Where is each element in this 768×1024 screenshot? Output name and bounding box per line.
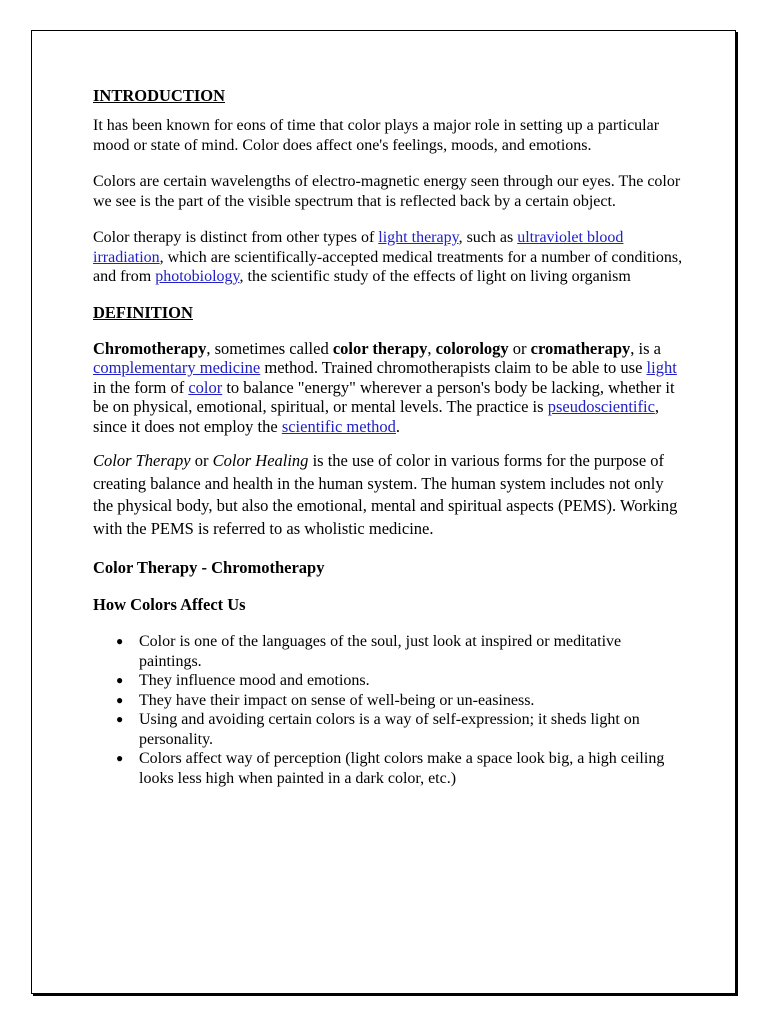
- text-span: , is a: [630, 338, 661, 358]
- italic-term: Color Therapy: [93, 451, 191, 470]
- bullet-icon: ●: [116, 692, 124, 707]
- definition-paragraph-1: [93, 339, 683, 437]
- intro-paragraph-1: It has been known for eons of time that color plays a major role in setting up a particular mood or state of mind. Color does affect one's feelings, moods, and emotions.: [93, 117, 660, 154]
- text-span: , which are scientifically-accepted medical treatments for a number of conditions, and from: [93, 248, 683, 285]
- text-span: or: [190, 451, 213, 470]
- effects-list: [93, 632, 683, 788]
- italic-term: Color Healing: [212, 451, 309, 470]
- bold-term: colorology: [435, 338, 509, 358]
- bullet-icon: ●: [116, 673, 124, 687]
- ultraviolet-blood-irradiation-link[interactable]: ultraviolet blood irradiation: [93, 229, 624, 266]
- text-span: , the scientific study of the effects of light on living organism: [239, 268, 631, 285]
- text-span: to balance "energy" wherever a person's body be lacking, whether it be on physical, emotional, spiritual, or mental levels. The practice is: [93, 377, 675, 416]
- light-link[interactable]: light: [646, 358, 677, 377]
- bold-term: Chromotherapy: [93, 338, 207, 358]
- photobiology-link[interactable]: photobiology: [155, 268, 240, 285]
- list-item: [116, 691, 683, 711]
- definition-heading: DEFINITION: [93, 302, 193, 322]
- document-body: [93, 86, 683, 788]
- list-item-text: They have their impact on sense of well-being or un-easiness.: [139, 691, 535, 709]
- text-span: in the form of: [93, 377, 189, 397]
- text-span: is the use of color in various forms for the purpose of creating balance and health in the human system. The human system includes not only the physical body, but also the emotional, mental and spiritual aspects (PEMS). Working with the PEMS is referred to as wholistic medicine.: [93, 451, 678, 538]
- list-item: [116, 671, 683, 691]
- introduction-heading: INTRODUCTION: [93, 86, 226, 105]
- bullet-icon: ●: [116, 712, 124, 726]
- how-colors-affect-heading: How Colors Affect Us: [93, 595, 246, 614]
- list-item: [116, 710, 683, 749]
- intro-paragraph-3: [93, 228, 683, 287]
- bullet-icon: ●: [116, 634, 124, 648]
- color-link[interactable]: color: [188, 377, 223, 397]
- text-span: , sometimes called: [206, 338, 333, 358]
- text-span: ,: [427, 338, 436, 358]
- text-span: .: [395, 416, 401, 436]
- list-item-text: Using and avoiding certain colors is a way of self-expression; it sheds light on personality.: [139, 711, 640, 748]
- list-item: [116, 749, 683, 788]
- list-item-text: They influence mood and emotions.: [139, 672, 370, 689]
- text-span: method. Trained chromotherapists claim to be able to use: [260, 358, 647, 377]
- text-span: or: [508, 338, 531, 358]
- pseudoscientific-link[interactable]: pseudoscientific: [547, 397, 655, 416]
- bold-term: color therapy: [332, 338, 428, 358]
- list-item: [116, 632, 683, 671]
- text-span: Color therapy is distinct from other types of: [93, 229, 379, 246]
- complementary-medicine-link[interactable]: complementary medicine: [93, 358, 261, 377]
- bold-term: cromatherapy: [530, 338, 631, 358]
- list-item-text: Color is one of the languages of the soul, just look at inspired or meditative paintings.: [139, 633, 622, 670]
- list-item-text: Colors affect way of perception (light colors make a space look big, a high ceiling looks less high when painted in a dark color, etc.): [139, 750, 665, 787]
- bullet-icon: ●: [116, 751, 124, 765]
- light-therapy-link[interactable]: light therapy: [378, 229, 459, 246]
- text-span: , such as: [458, 229, 518, 246]
- color-therapy-heading: Color Therapy - Chromotherapy: [93, 558, 325, 577]
- definition-paragraph-2: [93, 450, 683, 540]
- intro-paragraph-2: Colors are certain wavelengths of electro-magnetic energy seen through our eyes. The color we see is the part of the visible spectrum that is reflected back by a certain object.: [93, 173, 681, 210]
- scientific-method-link[interactable]: scientific method: [281, 416, 396, 436]
- text-span: , since it does not employ the: [93, 397, 660, 436]
